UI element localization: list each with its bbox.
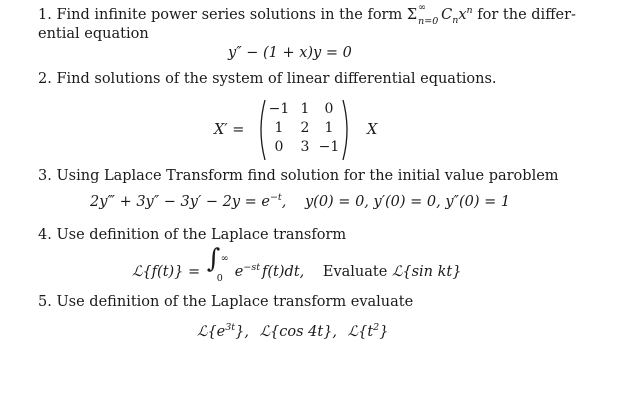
problem-1-equation: y″ − (1 + x)y = 0 xyxy=(228,45,352,61)
problem-3-equation: 2y‴ + $3y'' - 3y' - 2y = e^{-t}$, y(0) = 0, y′(0) = 0, y″(0) = 1 xyxy=(90,192,511,210)
system-rhs: X xyxy=(367,122,378,138)
matrix-cell: −1 xyxy=(268,101,290,117)
problem-2-text: Find solutions of the system of linear differential equations. xyxy=(56,71,497,87)
problem-1-text-after: for the differ- xyxy=(477,7,576,23)
laplace-t-squared: $ℒ\{t^2\}$ xyxy=(347,322,389,340)
evaluate-expression: ℒ{sin kt} xyxy=(391,264,462,280)
matrix-cell: 3 xyxy=(300,139,310,155)
problem-4-line xyxy=(38,226,346,244)
problem-5-number: 5. xyxy=(38,294,52,310)
problem-1-line-2: ential equation xyxy=(38,26,149,42)
problem-3-text: Using Laplace Transform find solution for the initial value parobl​em xyxy=(56,168,559,184)
problem-3-line xyxy=(38,167,559,185)
laplace-cos: ℒ{cos 4t}, xyxy=(259,324,338,340)
right-paren-icon xyxy=(342,99,352,161)
problem-1-text-before: Find infinite power series solutions in the form xyxy=(56,7,403,23)
problem-4-text: Use definition of the Laplace transform xyxy=(56,227,347,243)
matrix-cell: −1 xyxy=(318,139,340,155)
matrix-cell: 0 xyxy=(274,139,284,155)
matrix-cell: 1 xyxy=(274,120,284,136)
problem-5-expressions xyxy=(197,323,388,343)
series-expression: Σ ∞ n=0 $C_nx^n$ xyxy=(406,2,473,27)
initial-conditions: y(0) = 0, y′(0) = 0, y″(0) = 1 xyxy=(304,194,511,210)
evaluate-label: Evaluate xyxy=(322,264,388,280)
matrix-cell: 0 xyxy=(324,101,334,117)
matrix-cell: 1 xyxy=(324,120,334,136)
matrix-cell: 2 xyxy=(300,120,310,136)
problem-2-number: 2. xyxy=(38,71,52,87)
system-lhs: X′ = xyxy=(214,122,245,138)
integral-icon: ∫ xyxy=(206,244,221,274)
laplace-exp: $ℒ\{e^{3t}\}$, xyxy=(197,322,249,340)
matrix-cell: 1 xyxy=(300,101,310,117)
laplace-definition: ℒ{f(t)} = ∫ ∞ 0 $e^{-st}$ f(t)dt, Evaluate ℒ{sin kt} xyxy=(132,244,462,284)
problem-4-number: 4. xyxy=(38,227,52,243)
problem-1-line-1 xyxy=(38,2,576,27)
problem-5-line xyxy=(38,293,413,311)
problem-3-number: 3. xyxy=(38,168,52,184)
problem-5-text: Use definition of the Laplace transform evaluate xyxy=(56,294,414,310)
coefficient-matrix xyxy=(256,99,352,161)
problem-2-line xyxy=(38,70,497,88)
problem-1-number: 1. xyxy=(38,7,52,23)
